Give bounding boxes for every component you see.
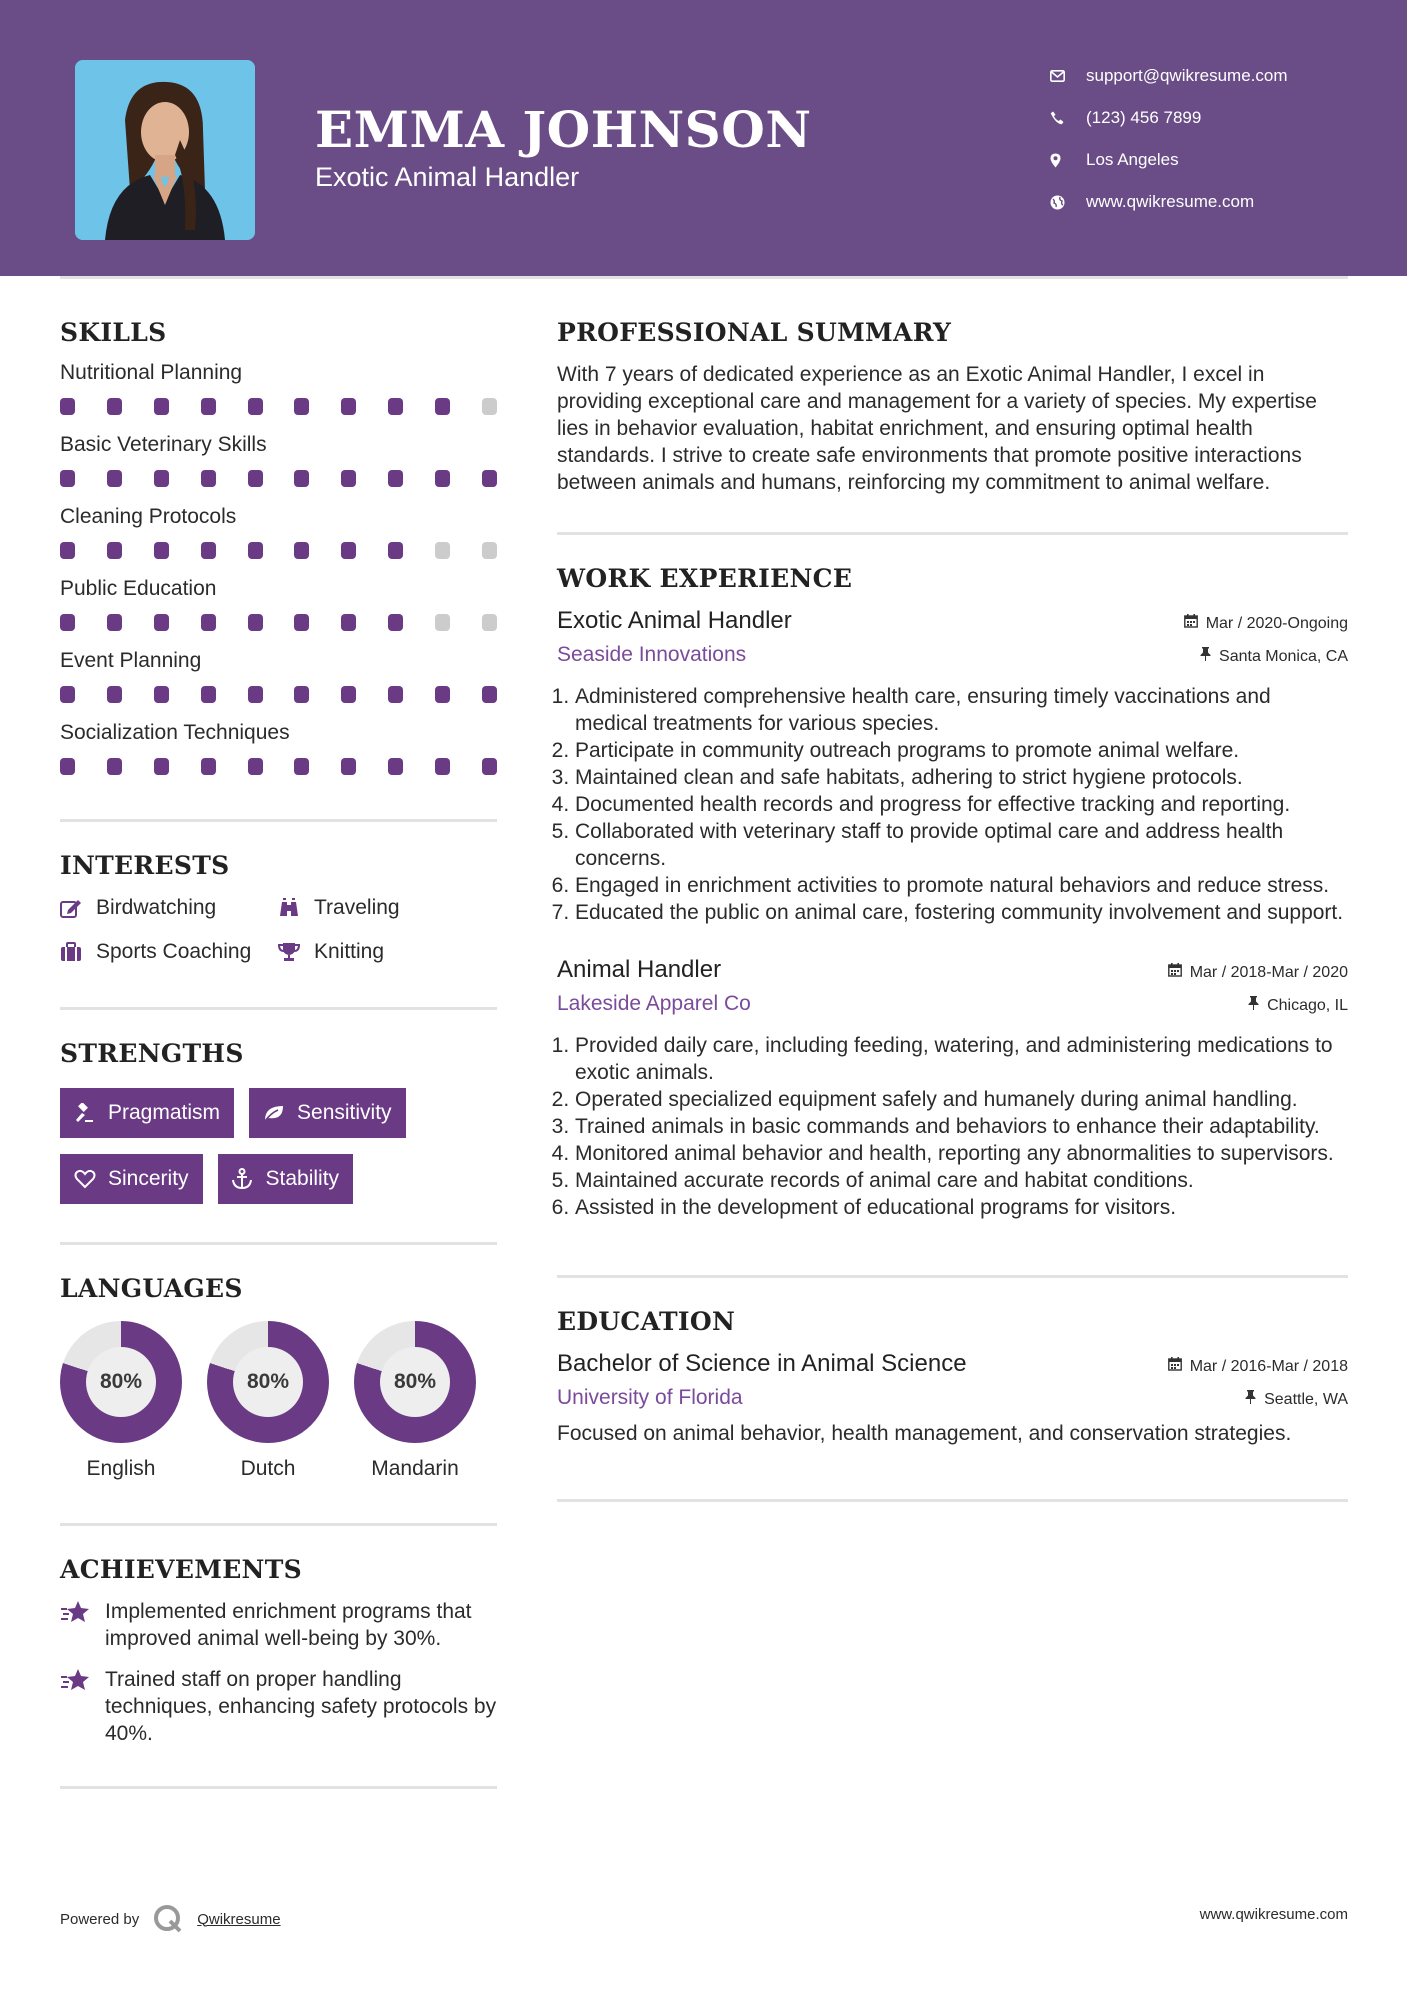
phone-icon <box>1050 111 1086 125</box>
right-column <box>557 318 1348 1502</box>
strength-label: Pragmatism <box>108 1101 221 1124</box>
rating-dot <box>154 686 169 703</box>
rating-dot <box>248 398 263 415</box>
strength-tag <box>218 1154 354 1204</box>
job-title: Exotic Animal Handler <box>557 607 792 634</box>
languages-list <box>60 1321 476 1481</box>
education-heading: EDUCATION <box>557 1307 736 1336</box>
job-bullet: 5. Collaborated with veterinary staff to provide optimal care and address health concerns. <box>575 818 1348 872</box>
language-item <box>60 1321 182 1481</box>
calendar-icon <box>1184 614 1198 633</box>
job-dates-text: Mar / 2018-Mar / 2020 <box>1189 963 1348 981</box>
rating-dot <box>482 398 497 415</box>
left-column <box>60 318 497 1789</box>
rating-dot <box>388 614 403 631</box>
contact-list <box>1050 55 1288 223</box>
skill-name: Nutritional Planning <box>60 361 243 384</box>
job-location <box>1248 996 1348 1015</box>
rating-dot <box>107 686 122 703</box>
rating-dot <box>248 758 263 775</box>
rating-dot <box>60 470 75 487</box>
section-divider <box>557 1275 1348 1278</box>
rating-dot <box>60 758 75 775</box>
degree-title: Bachelor of Science in Animal Science <box>557 1350 967 1377</box>
interest-label: Knitting <box>314 940 385 963</box>
job-bullet: 6. Engaged in enrichment activities to promote natural behaviors and reduce stress. <box>575 872 1348 899</box>
profile-photo <box>75 60 255 240</box>
rating-dot <box>248 686 263 703</box>
contact-location <box>1050 139 1288 181</box>
job-bullets <box>557 1032 1348 1221</box>
summary-text: With 7 years of dedicated experience as an Exotic Animal Handler, I excel in providing exceptional care and management for a variety of species. My expertise lies in behavior evaluation, habitat enrichment, and ensuring optimal health standards. I strive to create safe environments that promote positive interactions between animals and humans, reinforcing my commitment to animal welfare. <box>557 363 1317 494</box>
rating-dot <box>435 686 450 703</box>
candidate-title: Exotic Animal Handler <box>315 162 580 192</box>
contact-email[interactable] <box>1050 55 1288 97</box>
strength-tag <box>60 1154 203 1204</box>
language-name: Mandarin <box>371 1457 459 1480</box>
map-pin-icon <box>1050 153 1086 168</box>
binoculars-icon <box>278 898 314 918</box>
pushpin-icon <box>1245 1390 1256 1409</box>
rating-dot <box>482 542 497 559</box>
language-progress-ring <box>207 1321 329 1443</box>
education-description: Focused on animal behavior, health management, and conservation strategies. <box>557 1422 1292 1445</box>
achievement-item <box>60 1666 497 1747</box>
interest-item <box>60 896 278 920</box>
star-icon <box>60 1666 105 1747</box>
achievements-heading: ACHIEVEMENTS <box>60 1555 302 1584</box>
phone-text: (123) 456 7899 <box>1086 108 1202 127</box>
education-entry <box>557 1350 1348 1447</box>
rating-dot <box>107 542 122 559</box>
anchor-icon <box>232 1168 266 1190</box>
rating-dot <box>294 758 309 775</box>
rating-dot <box>107 470 122 487</box>
gavel-icon <box>74 1103 108 1123</box>
interest-label: Birdwatching <box>96 896 217 919</box>
qwikresume-link[interactable]: Qwikresume <box>197 1910 281 1928</box>
job-dates <box>1184 614 1348 633</box>
strength-tag <box>249 1088 406 1138</box>
rating-dot <box>248 542 263 559</box>
contact-website[interactable] <box>1050 181 1288 223</box>
job-dates-text: Mar / 2020-Ongoing <box>1205 614 1348 632</box>
job-location-text: Chicago, IL <box>1267 996 1348 1014</box>
skill-rating <box>60 686 497 706</box>
language-item <box>354 1321 476 1481</box>
rating-dot <box>201 686 216 703</box>
rating-dot <box>60 542 75 559</box>
interest-item <box>278 940 497 964</box>
skills-list <box>60 361 497 778</box>
rating-dot <box>60 398 75 415</box>
achievement-text: Trained staff on proper handling techniques, enhancing safety protocols by 40%. <box>105 1668 497 1745</box>
achievement-text: Implemented enrichment programs that improved animal well-being by 30%. <box>105 1600 472 1650</box>
skill-rating <box>60 542 497 562</box>
education-dates <box>1168 1357 1348 1376</box>
rating-dot <box>154 470 169 487</box>
achievements-list <box>60 1598 497 1747</box>
job-entry <box>557 607 1348 926</box>
language-percent: 80% <box>380 1347 450 1417</box>
section-divider <box>557 532 1348 535</box>
education-dates-text: Mar / 2016-Mar / 2018 <box>1189 1357 1348 1375</box>
interest-label: Sports Coaching <box>96 940 252 963</box>
education-location-text: Seattle, WA <box>1264 1390 1348 1408</box>
job-title: Animal Handler <box>557 956 722 983</box>
job-bullet: 3. Maintained clean and safe habitats, adhering to strict hygiene protocols. <box>575 764 1348 791</box>
strength-label: Sincerity <box>108 1167 189 1190</box>
footer-website[interactable]: www.qwikresume.com <box>1199 1906 1348 1923</box>
language-percent: 80% <box>233 1347 303 1417</box>
rating-dot <box>107 398 122 415</box>
achievement-item <box>60 1598 497 1652</box>
rating-dot <box>482 470 497 487</box>
company-name: Seaside Innovations <box>557 643 747 666</box>
rating-dot <box>341 686 356 703</box>
rating-dot <box>482 686 497 703</box>
strength-label: Sensitivity <box>297 1101 392 1124</box>
rating-dot <box>154 542 169 559</box>
header-divider <box>60 276 1348 279</box>
jobs-list <box>557 607 1348 1221</box>
rating-dot <box>294 542 309 559</box>
rating-dot <box>201 758 216 775</box>
skill-name: Public Education <box>60 577 217 600</box>
rating-dot <box>154 398 169 415</box>
resume-header <box>0 0 1407 276</box>
rating-dot <box>388 686 403 703</box>
rating-dot <box>201 542 216 559</box>
skill-name: Event Planning <box>60 649 202 672</box>
skill-rating <box>60 470 497 490</box>
job-bullets <box>557 683 1348 926</box>
qwikresume-logo-icon <box>153 1904 183 1934</box>
school-name: University of Florida <box>557 1386 743 1409</box>
rating-dot <box>201 614 216 631</box>
rating-dot <box>435 398 450 415</box>
section-divider <box>60 1786 497 1789</box>
rating-dot <box>107 758 122 775</box>
pushpin-icon <box>1200 647 1211 666</box>
rating-dot <box>435 614 450 631</box>
skill-rating <box>60 398 497 418</box>
rating-dot <box>294 686 309 703</box>
job-bullet: 4. Monitored animal behavior and health, reporting any abnormalities to supervisors. <box>575 1140 1348 1167</box>
section-divider <box>60 1523 497 1526</box>
job-bullet: 4. Documented health records and progress for effective tracking and reporting. <box>575 791 1348 818</box>
strengths-heading: STRENGTHS <box>60 1039 244 1068</box>
language-percent: 80% <box>86 1347 156 1417</box>
email-text: support@qwikresume.com <box>1086 66 1288 85</box>
skill-name: Cleaning Protocols <box>60 505 237 528</box>
interest-item <box>278 896 497 920</box>
job-location <box>1200 647 1348 666</box>
rating-dot <box>60 686 75 703</box>
rating-dot <box>201 398 216 415</box>
contact-phone[interactable] <box>1050 97 1288 139</box>
rating-dot <box>435 542 450 559</box>
footer-powered <box>60 1904 281 1934</box>
job-bullet: 2. Participate in community outreach programs to promote animal welfare. <box>575 737 1348 764</box>
rating-dot <box>107 614 122 631</box>
interest-label: Traveling <box>314 896 400 919</box>
rating-dot <box>435 470 450 487</box>
language-name: English <box>86 1457 156 1480</box>
calendar-icon <box>1168 963 1182 982</box>
job-bullet: 5. Maintained accurate records of animal care and habitat conditions. <box>575 1167 1348 1194</box>
rating-dot <box>341 542 356 559</box>
trophy-icon <box>278 942 314 962</box>
language-item <box>207 1321 329 1481</box>
job-bullet: 2. Operated specialized equipment safely and humanely during animal handling. <box>575 1086 1348 1113</box>
interest-item <box>60 940 278 964</box>
rating-dot <box>341 614 356 631</box>
job-bullet: 1. Provided daily care, including feeding, watering, and administering medications to exotic animals. <box>575 1032 1348 1086</box>
skills-heading: SKILLS <box>60 318 167 347</box>
job-location-text: Santa Monica, CA <box>1219 647 1348 665</box>
rating-dot <box>154 614 169 631</box>
rating-dot <box>388 542 403 559</box>
job-bullet: 7. Educated the public on animal care, fostering community involvement and support. <box>575 899 1348 926</box>
rating-dot <box>435 758 450 775</box>
location-text: Los Angeles <box>1086 150 1179 169</box>
interests-heading: INTERESTS <box>60 851 230 880</box>
rating-dot <box>294 398 309 415</box>
website-text: www.qwikresume.com <box>1086 192 1255 211</box>
strengths-list <box>60 1088 497 1204</box>
skill-name: Basic Veterinary Skills <box>60 433 267 456</box>
languages-heading: LANGUAGES <box>60 1274 243 1303</box>
skill-name: Socialization Techniques <box>60 721 290 744</box>
rating-dot <box>248 470 263 487</box>
globe-icon <box>1050 195 1086 210</box>
rating-dot <box>388 398 403 415</box>
rating-dot <box>341 398 356 415</box>
rating-dot <box>154 758 169 775</box>
suitcase-icon <box>60 942 96 962</box>
rating-dot <box>294 470 309 487</box>
summary-heading: PROFESSIONAL SUMMARY <box>557 318 952 347</box>
leaf-icon <box>263 1104 297 1122</box>
company-name: Lakeside Apparel Co <box>557 992 751 1015</box>
experience-heading: WORK EXPERIENCE <box>557 564 853 593</box>
rating-dot <box>294 614 309 631</box>
rating-dot <box>201 470 216 487</box>
section-divider <box>60 1242 497 1245</box>
language-name: Dutch <box>240 1457 296 1480</box>
skill-rating <box>60 614 497 634</box>
strength-tag <box>60 1088 234 1138</box>
rating-dot <box>482 614 497 631</box>
section-divider <box>60 819 497 822</box>
edit-icon <box>60 898 96 918</box>
star-icon <box>60 1598 105 1652</box>
strength-label: Stability <box>265 1167 340 1190</box>
language-progress-ring <box>354 1321 476 1443</box>
job-bullet: 6. Assisted in the development of educational programs for visitors. <box>575 1194 1348 1221</box>
section-divider <box>557 1499 1348 1502</box>
job-dates <box>1168 963 1348 982</box>
envelope-icon <box>1050 70 1086 82</box>
language-progress-ring <box>60 1321 182 1443</box>
calendar-icon <box>1168 1357 1182 1376</box>
rating-dot <box>248 614 263 631</box>
job-entry <box>557 956 1348 1221</box>
powered-by-text: Powered by <box>60 1910 140 1928</box>
rating-dot <box>388 470 403 487</box>
skill-rating <box>60 758 497 778</box>
rating-dot <box>60 614 75 631</box>
interests-list <box>60 896 497 964</box>
rating-dot <box>341 758 356 775</box>
rating-dot <box>482 758 497 775</box>
rating-dot <box>341 470 356 487</box>
job-bullet: 3. Trained animals in basic commands and behaviors to enhance their adaptability. <box>575 1113 1348 1140</box>
pushpin-icon <box>1248 996 1259 1015</box>
rating-dot <box>388 758 403 775</box>
heart-icon <box>74 1169 108 1189</box>
education-location <box>1245 1390 1348 1409</box>
section-divider <box>60 1007 497 1010</box>
candidate-name: EMMA JOHNSON <box>315 100 812 159</box>
job-bullet: 1. Administered comprehensive health care, ensuring timely vaccinations and medical treatments for various species. <box>575 683 1348 737</box>
